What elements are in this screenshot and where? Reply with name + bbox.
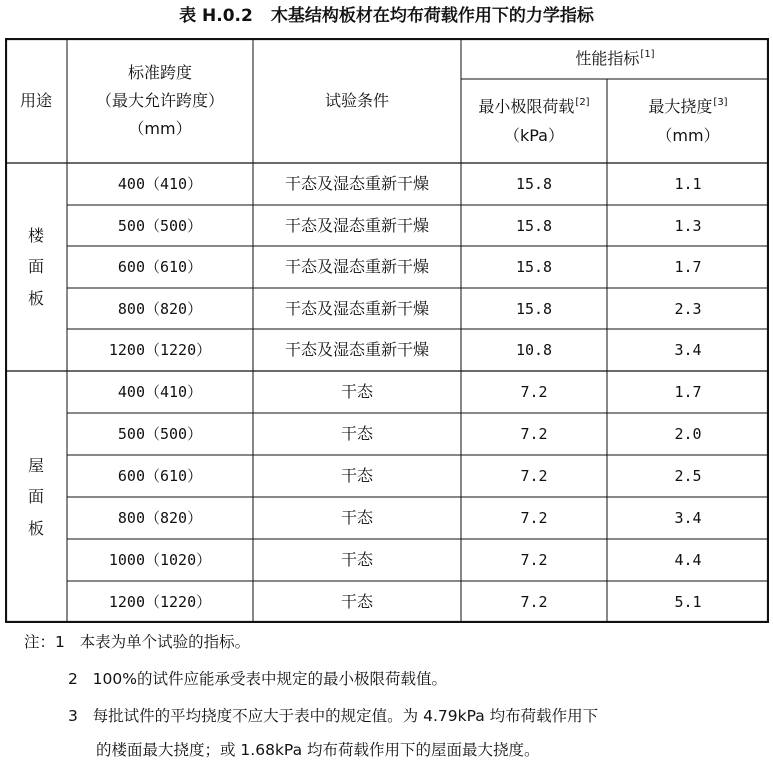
header-load-label: 最小极限荷载 — [478, 97, 575, 117]
cell-deflection — [607, 455, 769, 497]
note-2 — [68, 667, 447, 689]
cell-condition-text: 干态 — [340, 466, 373, 486]
group-label-char: 面 — [27, 257, 44, 277]
cell-deflection — [607, 371, 769, 413]
cell-load — [461, 163, 607, 205]
header-performance — [461, 38, 769, 79]
footnote-ref-1: [1] — [640, 48, 655, 60]
cell-span — [67, 413, 253, 455]
cell-deflection-text: 1.3 — [674, 216, 702, 235]
cell-span-text: 600（610） — [117, 258, 203, 276]
cell-deflection — [607, 497, 769, 539]
note-text: 每批试件的平均挠度不应大于表中的规定值。为 4.79kPa 均布荷载作用下 — [92, 707, 599, 725]
cell-load-text: 7.2 — [520, 509, 548, 527]
group-label-char: 板 — [27, 518, 44, 538]
cell-span-text: 800（820） — [117, 299, 203, 318]
cell-load — [461, 455, 607, 497]
cell-load — [461, 413, 607, 455]
cell-span — [67, 581, 253, 623]
cell-load — [461, 246, 607, 288]
cell-span-text: 500（500） — [117, 216, 203, 235]
note-text: 的楼面最大挠度；或 1.68kPa 均布荷载作用下的屋面最大挠度。 — [96, 741, 540, 759]
cell-load-text: 15.8 — [515, 216, 553, 235]
cell-load-text: 15.8 — [515, 258, 553, 276]
cell-deflection — [607, 581, 769, 623]
cell-deflection — [607, 539, 769, 581]
cell-load-text: 10.8 — [515, 341, 553, 359]
cell-load-text: 7.2 — [520, 383, 548, 401]
cell-condition — [253, 371, 461, 413]
group-label-char: 屋 — [27, 456, 44, 476]
header-condition-label: 试验条件 — [324, 90, 389, 110]
cell-deflection-text: 2.3 — [674, 299, 702, 318]
cell-load — [461, 205, 607, 246]
cell-condition — [253, 288, 461, 329]
cell-deflection-text: 2.5 — [674, 467, 702, 485]
table-title — [0, 3, 773, 29]
cell-condition-text: 干态 — [340, 424, 373, 444]
cell-load — [461, 581, 607, 623]
table-number: 表 H.0.2 — [179, 6, 253, 26]
cell-span — [67, 329, 253, 371]
cell-deflection — [607, 246, 769, 288]
header-span-line2: （最大允许跨度） — [95, 90, 224, 110]
header-span-line1: 标准跨度 — [127, 62, 192, 82]
cell-deflection-text: 3.4 — [674, 341, 702, 359]
cell-span — [67, 539, 253, 581]
note-3-continued — [96, 738, 540, 760]
cell-load-text: 15.8 — [515, 299, 553, 318]
note-3 — [68, 704, 598, 726]
cell-deflection — [607, 205, 769, 246]
cell-condition — [253, 455, 461, 497]
header-span — [67, 38, 253, 163]
cell-load — [461, 539, 607, 581]
cell-condition-text: 干态 — [340, 592, 373, 612]
header-usage — [5, 38, 67, 163]
cell-span-text: 500（500） — [117, 425, 203, 443]
cell-span-text: 800（820） — [117, 509, 203, 527]
cell-span — [67, 497, 253, 539]
cell-deflection-text: 1.7 — [674, 258, 702, 276]
note-1 — [24, 630, 250, 652]
cell-deflection — [607, 288, 769, 329]
cell-condition-text: 干态及湿态重新干燥 — [284, 298, 429, 318]
cell-condition-text: 干态及湿态重新干燥 — [284, 340, 429, 360]
cell-deflection-text: 1.7 — [674, 383, 702, 401]
cell-condition — [253, 497, 461, 539]
cell-load-text: 7.2 — [520, 551, 548, 569]
cell-deflection — [607, 329, 769, 371]
cell-span — [67, 205, 253, 246]
cell-condition-text: 干态及湿态重新干燥 — [284, 174, 429, 194]
group-label-roof — [5, 371, 67, 623]
cell-deflection-text: 1.1 — [674, 175, 702, 193]
cell-span — [67, 371, 253, 413]
cell-condition — [253, 329, 461, 371]
cell-span-text: 400（410） — [117, 175, 203, 193]
cell-deflection-text: 3.4 — [674, 509, 702, 527]
cell-load — [461, 371, 607, 413]
cell-condition — [253, 581, 461, 623]
cell-deflection-text: 2.0 — [674, 425, 702, 443]
cell-condition-text: 干态 — [340, 508, 373, 528]
header-usage-label: 用途 — [19, 90, 52, 110]
header-deflection-label: 最大挠度 — [648, 97, 713, 117]
cell-load-text: 7.2 — [520, 467, 548, 485]
note-text: 100%的试件应能承受表中规定的最小极限荷载值。 — [92, 670, 447, 688]
header-load-unit: （kPa） — [503, 125, 564, 145]
table-title-text: 木基结构板材在均布荷载作用下的力学指标 — [270, 6, 594, 26]
cell-span-text: 1200（1220） — [108, 593, 212, 611]
note-text: 本表为单个试验的指标。 — [79, 633, 251, 651]
group-label-floor — [5, 163, 67, 371]
header-deflection-unit: （mm） — [656, 125, 720, 145]
cell-condition — [253, 163, 461, 205]
note-prefix: 3 — [68, 707, 78, 725]
cell-condition-text: 干态 — [340, 550, 373, 570]
data-table — [5, 38, 769, 623]
cell-condition — [253, 539, 461, 581]
header-load — [461, 79, 607, 163]
cell-condition — [253, 205, 461, 246]
cell-deflection-text: 4.4 — [674, 551, 702, 569]
group-label-char: 楼 — [27, 226, 44, 246]
note-prefix: 2 — [68, 670, 78, 688]
group-label-char: 板 — [27, 288, 44, 308]
cell-deflection — [607, 163, 769, 205]
header-condition — [253, 38, 461, 163]
cell-span — [67, 455, 253, 497]
cell-span-text: 1000（1020） — [108, 551, 212, 569]
cell-span-text: 1200（1220） — [108, 341, 212, 359]
cell-load-text: 15.8 — [515, 175, 553, 193]
footnote-ref-3: [3] — [713, 97, 728, 109]
footnote-ref-2: [2] — [575, 97, 590, 109]
note-prefix: 注：1 — [24, 633, 65, 651]
cell-load — [461, 497, 607, 539]
cell-span-text: 600（610） — [117, 467, 203, 485]
cell-load-text: 7.2 — [520, 593, 548, 611]
cell-condition — [253, 246, 461, 288]
cell-span — [67, 246, 253, 288]
header-deflection — [607, 79, 769, 163]
cell-span — [67, 288, 253, 329]
cell-load-text: 7.2 — [520, 425, 548, 443]
cell-condition-text: 干态 — [340, 382, 373, 402]
cell-condition — [253, 413, 461, 455]
cell-span — [67, 163, 253, 205]
group-label-char: 面 — [27, 487, 44, 507]
cell-load — [461, 329, 607, 371]
cell-deflection-text: 5.1 — [674, 593, 702, 611]
cell-condition-text: 干态及湿态重新干燥 — [284, 257, 429, 277]
header-performance-label: 性能指标 — [575, 48, 640, 68]
header-span-line3: （mm） — [128, 119, 192, 139]
cell-condition-text: 干态及湿态重新干燥 — [284, 215, 429, 235]
cell-span-text: 400（410） — [117, 383, 203, 401]
cell-load — [461, 288, 607, 329]
cell-deflection — [607, 413, 769, 455]
